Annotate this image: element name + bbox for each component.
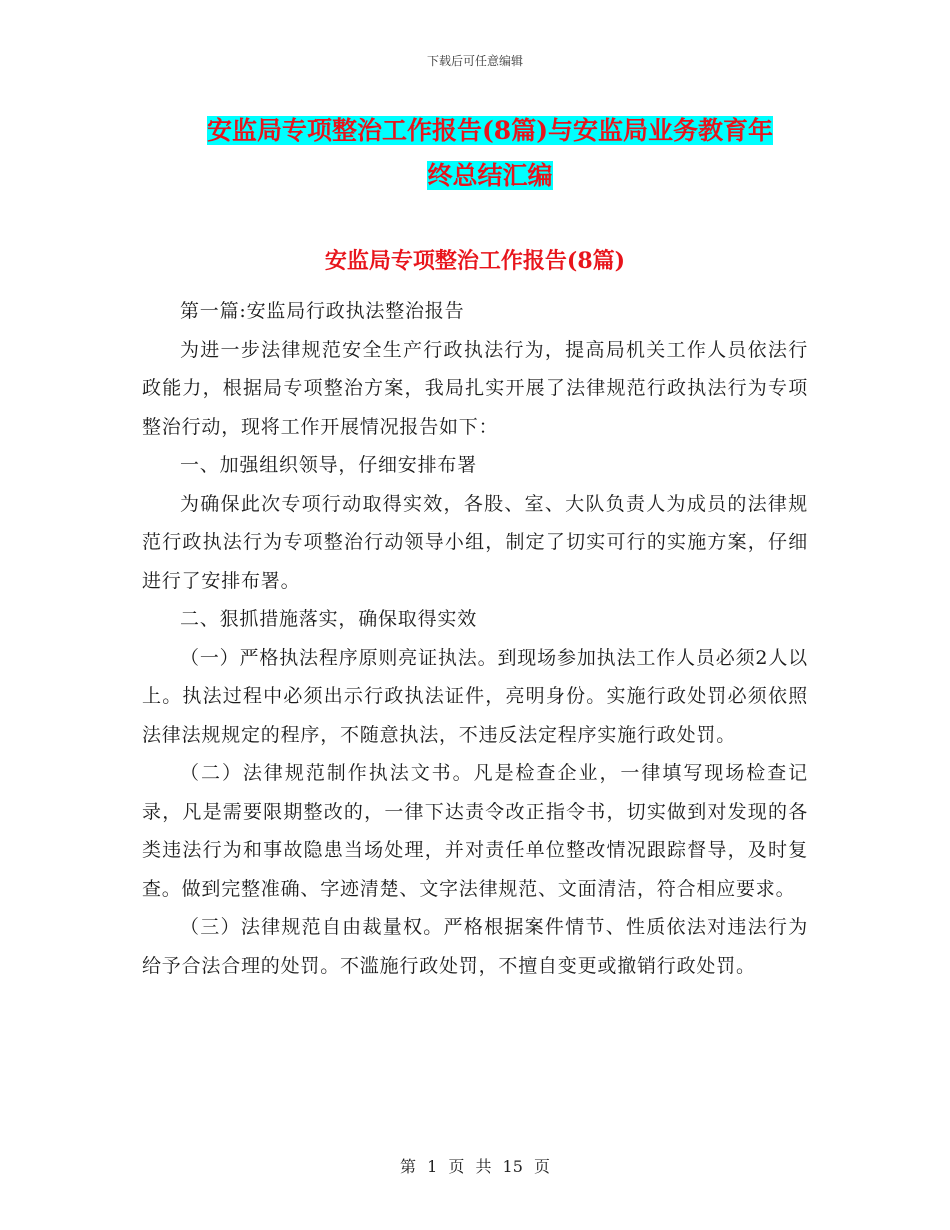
paragraph: （三）法律规范自由裁量权。严格根据案件情节、性质依法对违法行为给予合法合理的处罚。不滥施行政处罚，不擅自变更或撤销行政处罚。 [142,916,808,977]
body-text [142,292,808,985]
paragraph: 为进一步法律规范安全生产行政执法行为，提高局机关工作人员依法行政能力，根据局专项整治方案，我局扎实开展了法律规范行政执法行为专项整治行动，现将工作开展情况报告如下： [142,338,808,438]
section-title: 安监局专项整治工作报告(8篇) [324,248,626,274]
header-note: 下载后可任意编辑 [426,54,523,68]
title-line-2: 终总结汇编 [427,161,553,190]
paragraph: 第一篇:安监局行政执法整治报告 [180,300,465,322]
paragraph: 一、加强组织领导，仔细安排布署 [180,454,478,476]
paragraph: 二、狠抓措施落实，确保取得实效 [180,608,478,630]
title-line-1: 安监局专项整治工作报告(8篇)与安监局业务教育年 [206,116,774,145]
document-title [140,108,840,198]
paragraph: （一）严格执法程序原则亮证执法。到现场参加执法工作人员必须2人以上。执法过程中必须出示行政执法证件，亮明身份。实施行政处罚必须依照法律法规规定的程序，不随意执法，不违反法定程序实施行政处罚。 [142,646,808,746]
paragraph: 为确保此次专项行动取得实效，各股、室、大队负责人为成员的法律规范行政执法行为专项整治行动领导小组，制定了切实可行的实施方案，仔细进行了安排布署。 [142,492,808,592]
paragraph: （二）法律规范制作执法文书。凡是检查企业，一律填写现场检查记录，凡是需要限期整改的，一律下达责令改正指令书，切实做到对发现的各类违法行为和事故隐患当场处理，并对责任单位整改情况跟踪督导，及时复查。做到完整准确、字迹清楚、文字法律规范、文面清洁，符合相应要求。 [142,762,808,900]
page-footer: 第 1 页 共 15 页 [400,1157,550,1176]
